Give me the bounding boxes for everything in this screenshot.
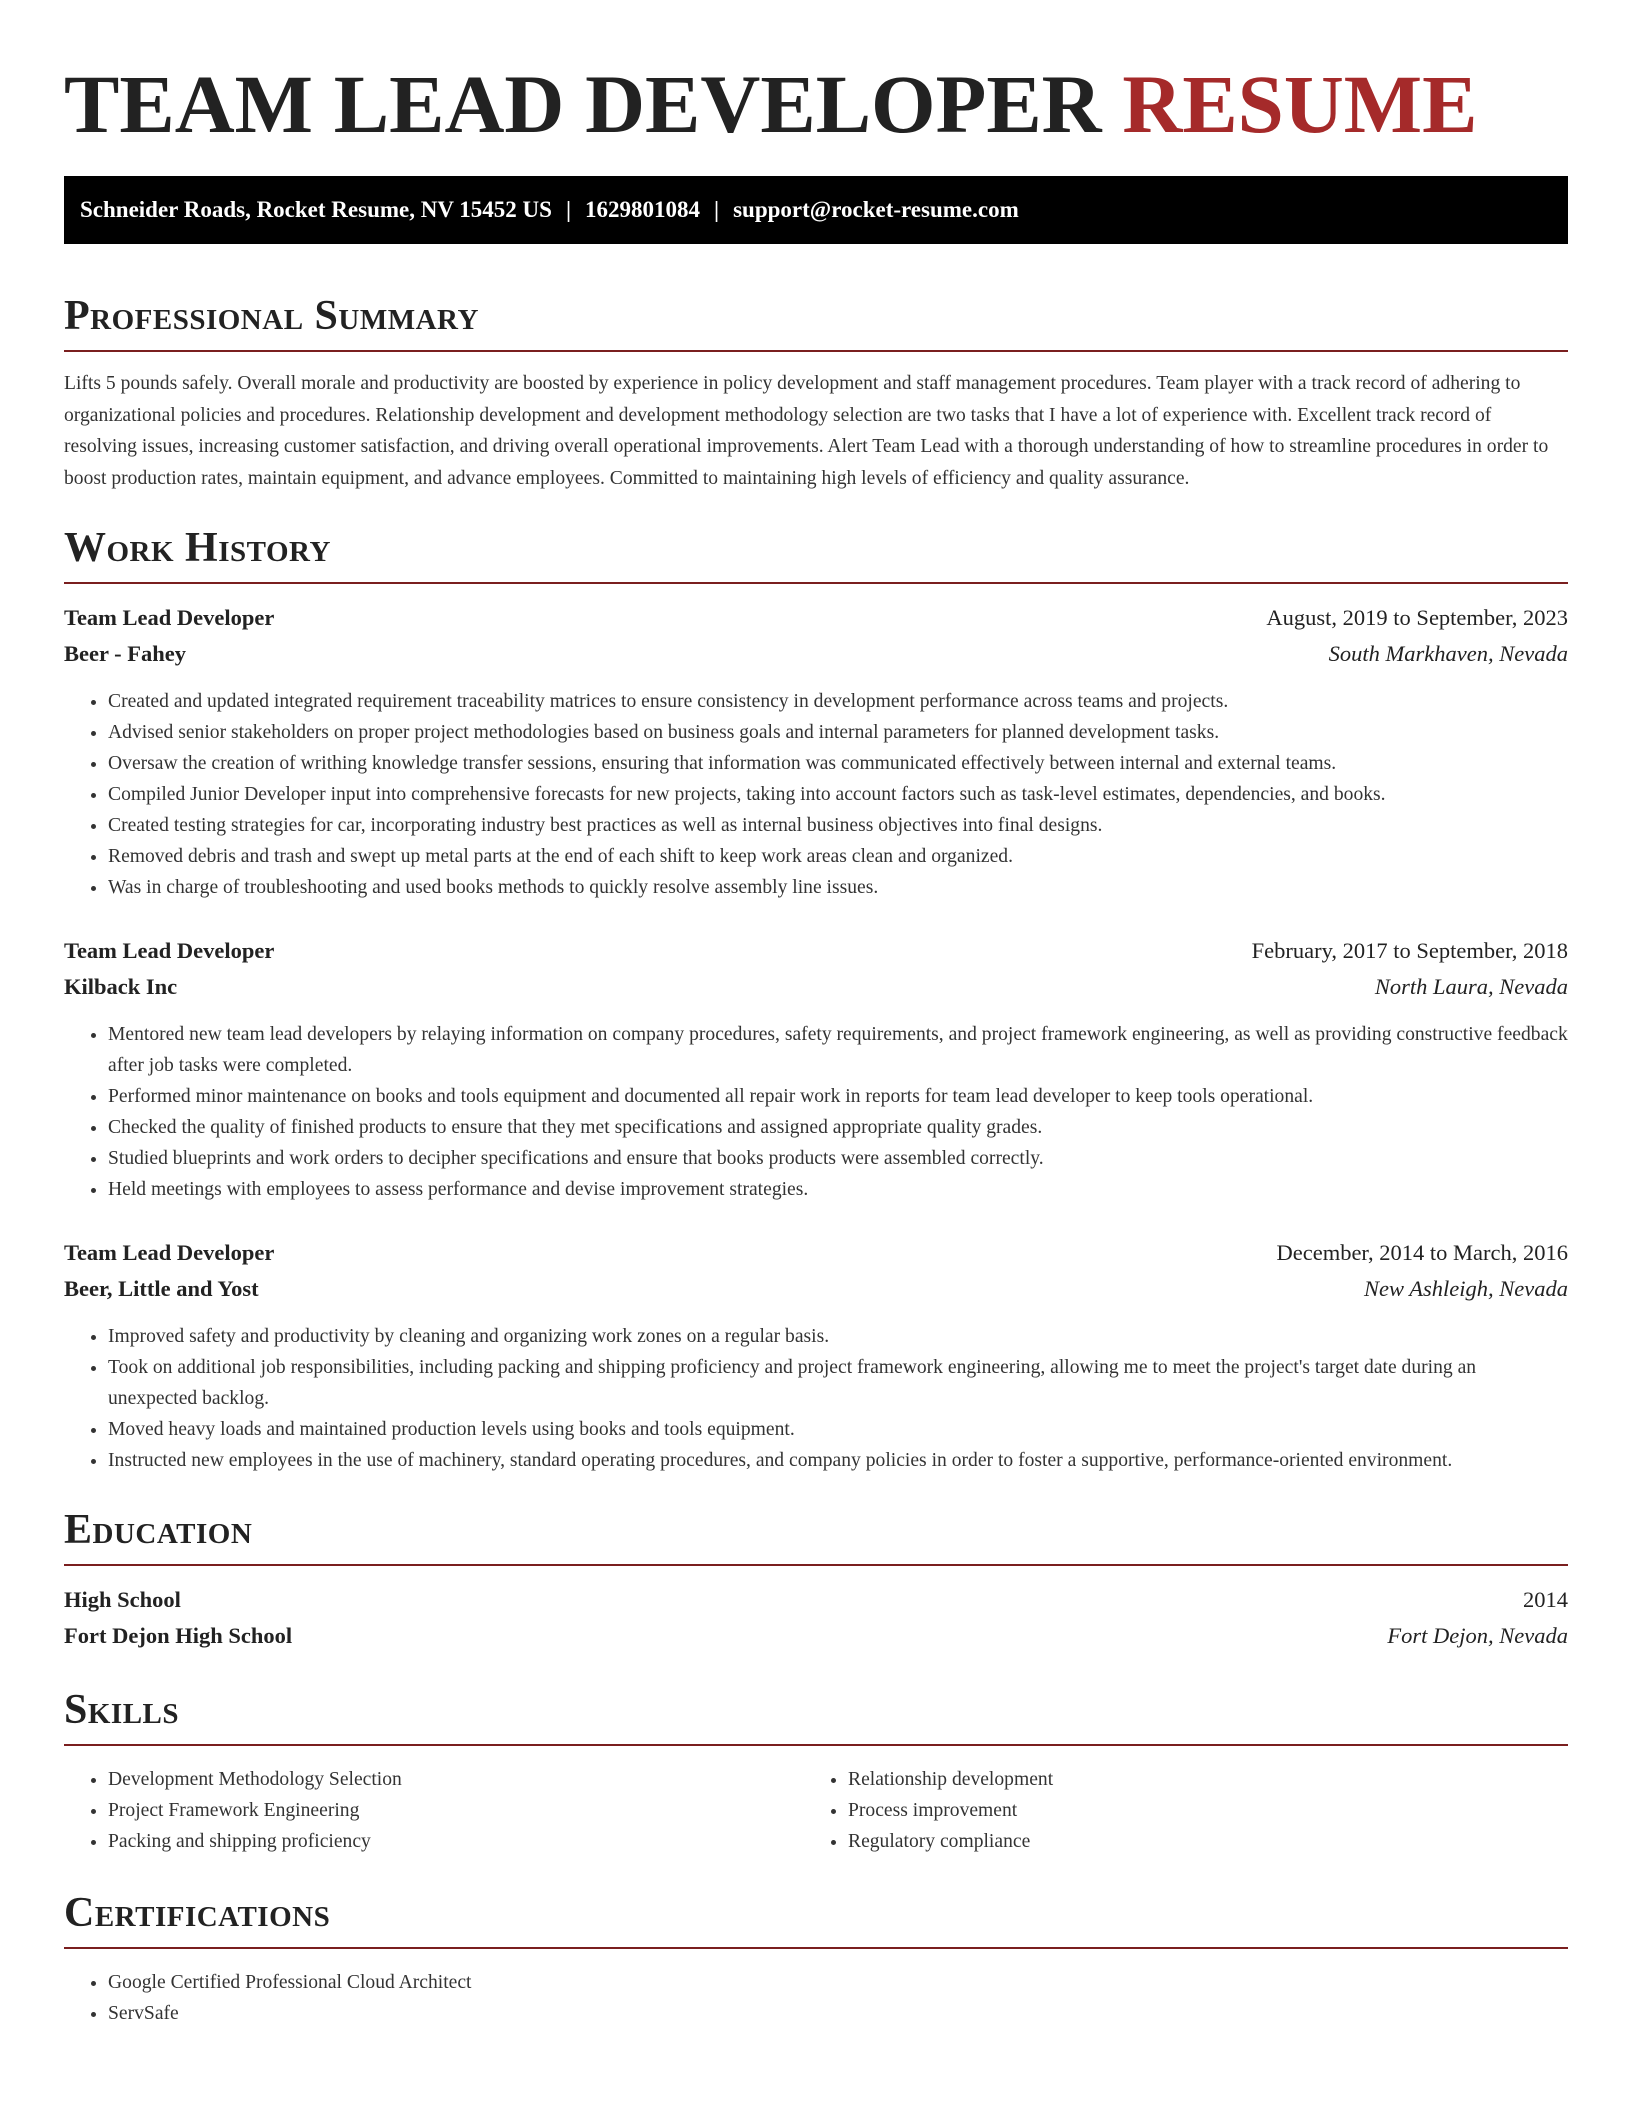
education-section	[64, 1502, 1568, 1654]
skills-section	[64, 1682, 1568, 1857]
job-title: Team Lead Developer	[64, 938, 275, 963]
section-heading-skills: Skills	[64, 1687, 180, 1733]
job-company: Beer, Little and Yost	[64, 1276, 259, 1301]
certifications-section	[64, 1885, 1568, 2029]
list-item: • Instructed new employees in the use of machinery, standard operating procedures, and company policies in order to foster a supportive, performance-oriented environment.	[108, 1445, 1568, 1476]
education-year: 2014	[1523, 1587, 1568, 1612]
job-entry	[64, 600, 1568, 903]
section-heading-certifications: Certifications	[64, 1890, 331, 1936]
list-item: • Was in charge of troubleshooting and used books methods to quickly resolve assembly line issues.	[108, 872, 1568, 903]
job-entry	[64, 933, 1568, 1205]
summary-section	[64, 288, 1568, 494]
list-item: • Oversaw the creation of writhing knowledge transfer sessions, ensuring that information was communicated effectively between internal and external teams.	[108, 748, 1568, 779]
job-title: Team Lead Developer	[64, 605, 275, 630]
contact-bar	[64, 176, 1568, 244]
section-divider	[64, 350, 1568, 352]
list-item: • Performed minor maintenance on books and tools equipment and documented all repair work in reports for team lead developer to keep tools operational.	[108, 1081, 1568, 1112]
resume-title	[64, 56, 1568, 152]
list-item: • ServSafe	[108, 1998, 1568, 2029]
certifications-list	[64, 1967, 1568, 2029]
list-item: • Created testing strategies for car, incorporating industry best practices as well as internal business objectives into final designs.	[108, 810, 1568, 841]
section-divider	[64, 1744, 1568, 1746]
section-heading-work: Work History	[64, 525, 331, 571]
contact-email: support@rocket-resume.com	[733, 197, 1019, 222]
contact-separator: |	[714, 197, 720, 222]
list-item: • Moved heavy loads and maintained production levels using books and tools equipment.	[108, 1414, 1568, 1445]
contact-separator: |	[565, 197, 572, 222]
list-item: • Mentored new team lead developers by relaying information on company procedures, safety requirements, and project framework engineering, as well as providing constructive feedback after job tasks were completed.	[108, 1019, 1568, 1081]
education-location: Fort Dejon, Nevada	[1387, 1623, 1568, 1648]
job-bullets	[64, 686, 1568, 903]
list-item: • Held meetings with employees to assess performance and devise improvement strategies.	[108, 1174, 1568, 1205]
summary-text: Lifts 5 pounds safely. Overall morale and productivity are boosted by experience in policy development and staff management procedures. Team player with a track record of adhering to organizational policies and procedures. Relationship development and development methodology selection are two tasks that I have a lot of experience with. Excellent track record of resolving issues, increasing customer satisfaction, and driving overall operational improvements. Alert Team Lead with a thorough understanding of how to streamline procedures in order to boost production rates, maintain equipment, and advance employees. Committed to maintaining high levels of efficiency and quality assurance.	[64, 373, 1549, 489]
title-accent: RESUME	[1122, 58, 1478, 150]
job-company: Beer - Fahey	[64, 641, 187, 666]
job-bullets	[64, 1019, 1568, 1205]
list-item: • Regulatory compliance	[848, 1826, 1544, 1857]
job-entry	[64, 1235, 1568, 1476]
section-heading-summary: Professional Summary	[64, 293, 479, 339]
skills-list-left	[64, 1764, 804, 1857]
list-item: • Google Certified Professional Cloud Architect	[108, 1967, 1568, 1998]
job-dates: December, 2014 to March, 2016	[1276, 1240, 1568, 1265]
list-item: • Development Methodology Selection	[108, 1764, 804, 1795]
skills-list-right	[804, 1764, 1544, 1857]
work-history-section	[64, 520, 1568, 1476]
title-main: TEAM LEAD DEVELOPER	[64, 58, 1102, 150]
list-item: • Took on additional job responsibilities, including packing and shipping proficiency and project framework engineering, allowing me to meet the project's target date during an unexpected backlog.	[108, 1352, 1568, 1414]
list-item: • Checked the quality of finished products to ensure that they met specifications and assigned appropriate quality grades.	[108, 1112, 1568, 1143]
job-location: New Ashleigh, Nevada	[1364, 1276, 1568, 1301]
list-item: • Advised senior stakeholders on proper project methodologies based on business goals and internal parameters for planned development tasks.	[108, 717, 1568, 748]
contact-phone: 1629801084	[585, 197, 701, 222]
education-degree: High School	[64, 1587, 181, 1612]
list-item: • Compiled Junior Developer input into comprehensive forecasts for new projects, taking into account factors such as task-level estimates, dependencies, and books.	[108, 779, 1568, 810]
education-school: Fort Dejon High School	[64, 1623, 293, 1648]
list-item: • Relationship development	[848, 1764, 1544, 1795]
section-divider	[64, 1947, 1568, 1949]
contact-address: Schneider Roads, Rocket Resume, NV 15452 US	[80, 197, 552, 222]
list-item: • Project Framework Engineering	[108, 1795, 804, 1826]
job-location: North Laura, Nevada	[1374, 974, 1568, 999]
list-item: • Process improvement	[848, 1795, 1544, 1826]
section-divider	[64, 582, 1568, 584]
section-heading-education: Education	[64, 1507, 253, 1553]
list-item: • Packing and shipping proficiency	[108, 1826, 804, 1857]
job-title: Team Lead Developer	[64, 1240, 275, 1265]
list-item: • Created and updated integrated requirement traceability matrices to ensure consistency in development performance across teams and projects.	[108, 686, 1568, 717]
list-item: • Removed debris and trash and swept up metal parts at the end of each shift to keep work areas clean and organized.	[108, 841, 1568, 872]
job-dates: February, 2017 to September, 2018	[1251, 938, 1568, 963]
list-item: • Studied blueprints and work orders to decipher specifications and ensure that books products were assembled correctly.	[108, 1143, 1568, 1174]
skills-columns	[64, 1764, 1568, 1857]
job-company: Kilback Inc	[64, 974, 178, 999]
job-bullets	[64, 1321, 1568, 1476]
job-location: South Markhaven, Nevada	[1328, 641, 1568, 666]
job-dates: August, 2019 to September, 2023	[1266, 605, 1568, 630]
section-divider	[64, 1564, 1568, 1566]
list-item: • Improved safety and productivity by cleaning and organizing work zones on a regular basis.	[108, 1321, 1568, 1352]
